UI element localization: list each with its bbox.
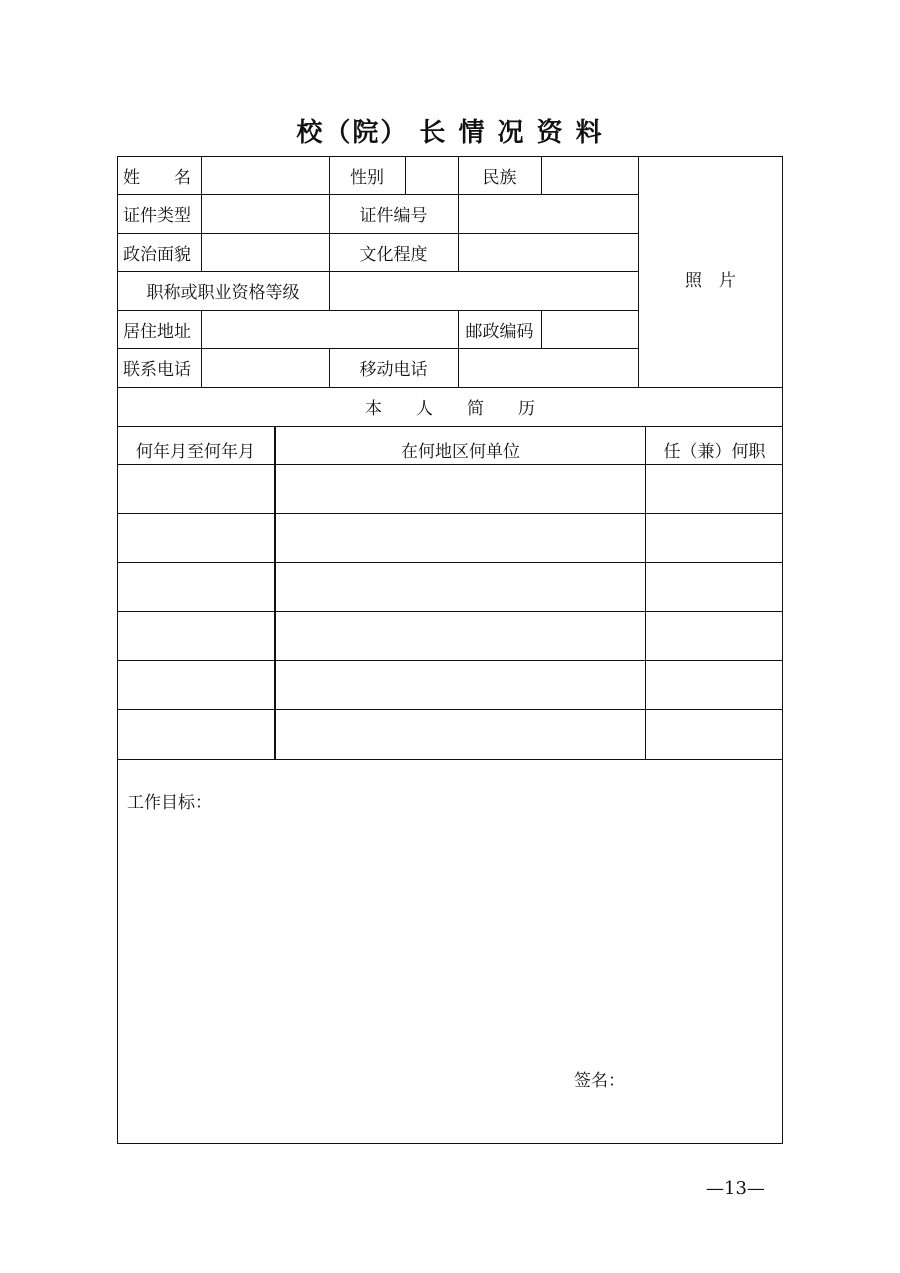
address-field[interactable] [202,311,457,347]
education-label: 文化程度 [359,244,428,265]
page-title: 校（院） 长 情 况 资 料 [296,118,604,148]
resume-cell[interactable] [118,514,274,562]
resume-cell[interactable] [277,661,645,709]
signature-label: 签名： [574,1070,625,1091]
education-field[interactable] [459,234,637,270]
phone-field[interactable] [202,349,328,386]
professional-title-field[interactable] [330,272,637,309]
work-goals-label: 工作目标： [127,792,212,813]
postcode-field[interactable] [542,311,637,347]
resume-cell[interactable] [646,465,782,513]
resume-cell[interactable] [277,514,645,562]
column-header-unit: 在何地区何单位 [401,441,520,462]
resume-cell[interactable] [646,661,782,709]
resume-heading: 本 人 简 历 [365,399,535,419]
photo-label[interactable]: 照 片 [685,270,736,291]
page-number: —13— [706,1178,765,1199]
address-label: 居住地址 [123,321,191,342]
rule [117,759,783,760]
postcode-label: 邮政编码 [465,321,534,342]
gender-field[interactable] [406,157,457,193]
rule [117,426,783,427]
resume-cell[interactable] [646,563,782,611]
resume-cell[interactable] [277,465,645,513]
resume-cell[interactable] [646,514,782,562]
resume-cell[interactable] [118,563,274,611]
resume-cell[interactable] [646,710,782,759]
name-label: 姓 名 [123,167,191,188]
resume-cell[interactable] [118,710,274,759]
political-field[interactable] [202,234,328,270]
phone-label: 联系电话 [123,360,191,380]
name-field[interactable] [202,157,328,193]
ethnicity-label: 民族 [482,167,517,188]
resume-cell[interactable] [118,612,274,660]
rule [274,426,276,759]
mobile-label: 移动电话 [359,360,428,380]
resume-cell[interactable] [118,661,274,709]
work-goals-field[interactable] [120,816,780,1056]
id-number-label: 证件编号 [359,206,428,226]
resume-cell[interactable] [277,563,645,611]
resume-cell[interactable] [646,612,782,660]
resume-cell[interactable] [277,612,645,660]
professional-title-label: 职称或职业资格等级 [146,283,300,303]
resume-cell[interactable] [118,465,274,513]
id-type-field[interactable] [202,195,328,232]
column-header-position: 任（兼）何职 [663,441,766,462]
political-label: 政治面貌 [123,244,191,265]
signature-field[interactable] [626,1062,776,1094]
ethnicity-field[interactable] [542,157,637,193]
id-type-label: 证件类型 [123,206,191,226]
resume-cell[interactable] [277,710,645,759]
mobile-field[interactable] [459,349,637,386]
column-header-period: 何年月至何年月 [136,441,255,462]
id-number-field[interactable] [459,195,637,232]
gender-label: 性别 [350,167,384,188]
